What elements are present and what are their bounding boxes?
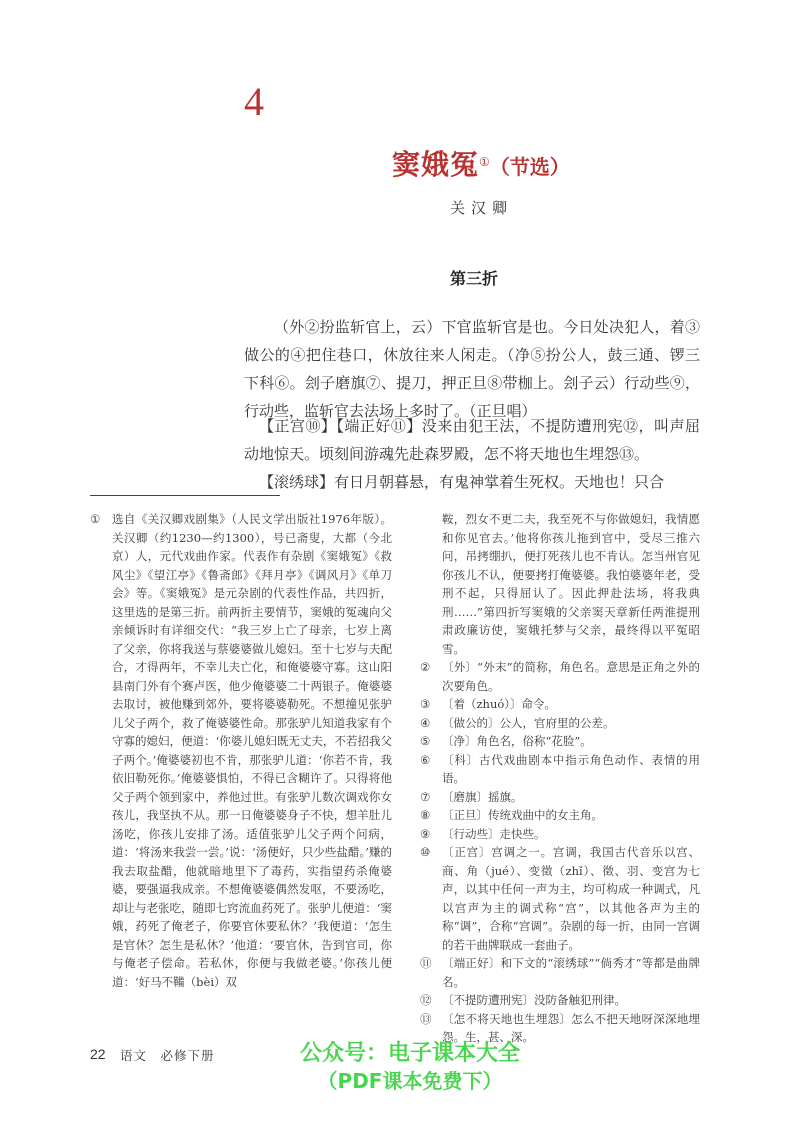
footnote-text: 〔做公的〕公人，官府里的公差。 [442, 715, 615, 730]
footnote-item [420, 751, 700, 788]
footnote-mark: ⑦ [420, 789, 431, 804]
footnote-mark: ⑤ [420, 734, 431, 748]
footnote-item [420, 954, 700, 991]
footnote-continuation [420, 510, 700, 658]
footnote-item [420, 825, 700, 844]
footnote-text: 〔怎不将天地也生埋怨〕怎么不把天地呀深深地埋怨。生，甚、深。 [442, 1011, 700, 1044]
page-number: 22 [90, 1046, 106, 1062]
footnote-text: 〔不提防遭刑宪〕没防备触犯刑律。 [442, 993, 626, 1007]
footnote-text: 〔正宫〕宫调之一。宫调，我国古代音乐以宫、商、角（jué）、变徵（zhǐ）、徵、羽、变宫为七声，以其中任何一声为主，均可构成一种调式，凡以宫声为主的调式称“宫”，以其他各声为主的称“调”，合称“宫调”。杂剧的每一折，由同一宫调的若干曲牌联成一套曲子。 [442, 845, 700, 952]
act-title: 第三折 [450, 269, 499, 288]
footnotes-left-column [90, 510, 392, 991]
footnote-mark: ⑥ [420, 752, 431, 767]
watermark-line-1: 公众号：电子课本大全 [299, 1041, 520, 1066]
body-paragraph-3: 【滚绣球】有日月朝暮悬，有鬼神掌着生死权。天地也！只合 [259, 473, 665, 491]
footnote-text: 〔着（zhuó）〕命令。 [442, 697, 557, 711]
footnote-mark: ④ [420, 715, 431, 730]
footnote-mark: ③ [420, 697, 431, 711]
footnote-text: 〔净〕角色名，俗称“花脸”。 [442, 734, 592, 748]
title-subtitle: （节选） [489, 155, 570, 179]
footnote-text: 〔外〕“外末”的简称，角色名。意思是正角之外的次要角色。 [442, 660, 700, 693]
footnote-text: 〔行动些〕走快些。 [442, 826, 546, 841]
footnote-text: 鞍，烈女不更二夫，我至死不与你做媳妇，我情愿和你见官去。’他将你孩儿拖到官中，受尽三推六问，吊拷绷扒，便打死孩儿也不肯认。怎当州官见你孩儿不认，便要拷打俺婆婆。我怕婆婆年老，受刑不起，只得屈认了。因此押赴法场，将我典刑……”第四折写窦娥的父亲窦天章新任两淮提刑肃政廉访使，窦娥托梦与父亲，最终得以平冤昭雪。 [442, 512, 700, 656]
body-paragraph-2: 【正宫⑩】【端正好⑪】没来由犯王法，不提防遭刑宪⑫，叫声屈动地惊天。顷刻间游魂先赴森罗殿，怎不将天地也生埋怨⑬。 [244, 417, 700, 463]
footnote-mark: ⑩ [420, 845, 431, 859]
footnote-item [420, 714, 700, 733]
book-title: 语文 必修下册 [120, 1048, 215, 1063]
footnote-text: 〔端正好〕和下文的“滚绣球”“倘秀才”等都是曲牌名。 [442, 956, 700, 989]
footnote-mark: ⑨ [420, 826, 431, 841]
footnote-text: 选自《关汉卿戏剧集》（人民文学出版社1976年版）。关汉卿（约1230—约1300），号已斋叟，大都（今北京）人，元代戏曲作家。代表作有杂剧《窦娥冤》《救风尘》《望江亭》《鲁斋郎》《拜月亭》《调风月》《单刀会》等。《窦娥冤》是元杂剧的代表性作品，共四折，这里选的是第三折。前两折主要情节，窦娥的冤魂向父亲倾诉时有详细交代：“我三岁上亡了母亲，七岁上离了父亲，你将我送与蔡婆婆做儿媳妇。至十七岁与夫配合，才得两年，不幸儿夫亡化，和俺婆婆守寡。这山阳县南门外有个赛卢医，他少俺婆婆二十两银子。俺婆婆去取讨，被他赚到郊外，要将婆婆勒死。不想撞见张驴儿父子两个，救了俺婆婆性命。那张驴儿知道我家有个守寡的媳妇，便道：‘你婆儿媳妇既无丈夫，不若招我父子两个。’俺婆婆初也不肯，那张驴儿道：‘你若不肯，我依旧勒死你。’俺婆婆惧怕，不得已含糊许了。只得将他父子两个领到家中，养他过世。有张驴儿数次调戏你女孩儿，我坚执不从。那一日俺婆婆身子不快，想羊肚儿汤吃，你孩儿安排了汤。适值张驴儿父子两个问病，道：‘将汤来我尝一尝。’说：‘汤便好，只少些盐醋。’赚的我去取盐醋，他就暗地里下了毒药，实指望药杀俺婆婆，要强逼我成亲。不想俺婆婆偶然发呕，不要汤吃，却让与老张吃，随即七窍流血药死了。张驴儿便道：‘窦娥，药死了俺老子，你要官休要私休？’我便道：‘怎生是官休？怎生是私休？’他道：‘要官休，告到官司，你与俺老子偿命。若私休，你便与我做老婆。’你孩儿便道：‘好马不鞴（bèi）双 [112, 512, 392, 989]
footnote-mark: ⑬ [420, 1011, 432, 1026]
author-name: 关汉卿 [450, 199, 514, 217]
body-paragraph-1: （外②扮监斩官上，云）下官监斩官是也。今日处决犯人，着③做公的④把住巷口，休放往来人闲走。（净⑤扮公人，鼓三通、锣三下科⑥。刽子磨旗⑦、提刀，押正旦⑧带枷上。刽子云）行动些⑨，行动些，监斩官去法场上多时了。（正旦唱） [244, 318, 700, 420]
lesson-number: 4 [244, 79, 264, 124]
watermark [250, 1040, 570, 1094]
footnote-mark: ② [420, 660, 431, 674]
footnote-item [420, 732, 700, 751]
title-note-mark: ① [479, 154, 490, 169]
footnote-item [420, 658, 700, 695]
footnote-text: 〔磨旗〕摇旗。 [442, 789, 523, 804]
footnote-item [420, 788, 700, 807]
footnote-item [90, 510, 392, 991]
footnote-mark: ⑧ [420, 808, 431, 822]
footnote-mark: ⑪ [420, 956, 432, 970]
footnote-text: 〔科〕古代戏曲剧本中指示角色动作、表情的用语。 [442, 752, 700, 785]
footnote-mark: ① [90, 512, 101, 526]
footnote-item [420, 843, 700, 954]
footnote-text: 〔正旦〕传统戏曲中的女主角。 [442, 808, 603, 822]
page-title [392, 143, 570, 183]
footnote-item [420, 991, 700, 1010]
footnote-item [420, 806, 700, 825]
footnote-divider [90, 495, 280, 496]
footnote-item [420, 695, 700, 714]
footnote-mark: ⑫ [420, 993, 432, 1007]
footnote-mark [420, 510, 442, 658]
title-main: 窦娥冤 [392, 148, 480, 181]
watermark-line-2: （PDF课本免费下） [317, 1069, 503, 1093]
footnotes-right-column [420, 510, 700, 1047]
